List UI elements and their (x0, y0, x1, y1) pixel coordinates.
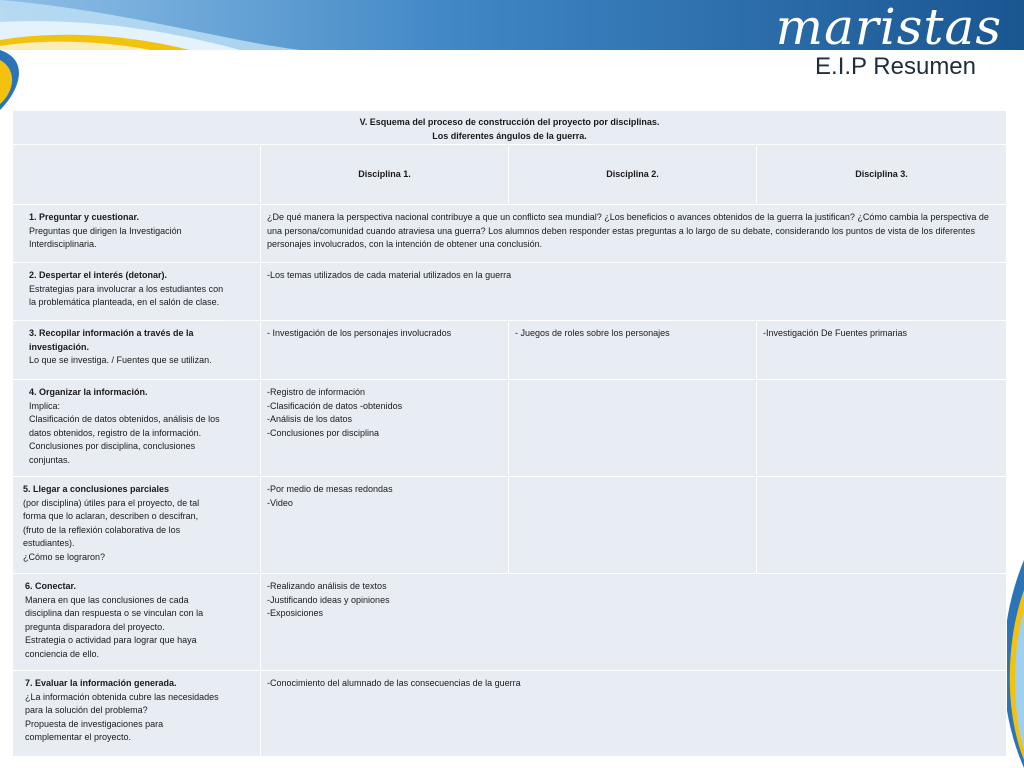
stage-description: ¿La información obtenida cubre las necesidades para la solución del problema? Propuesta de investigaciones para complementar el proyecto. (25, 691, 219, 742)
stage-cell (13, 321, 261, 380)
discipline-2-cell (509, 477, 757, 574)
table-row (13, 205, 1007, 263)
discipline-3-cell (757, 380, 1007, 477)
stage-title: 1. Preguntar y cuestionar. (29, 212, 140, 222)
stage-content: -Conocimiento del alumnado de las consecuencias de la guerra (261, 671, 1007, 757)
page-title: E.I.P Resumen (815, 53, 976, 80)
discipline-2-header: Disciplina 2. (509, 145, 757, 205)
discipline-3-header: Disciplina 3. (757, 145, 1007, 205)
table-heading (13, 111, 1007, 145)
table-heading-line2: Los diferentes ángulos de la guerra. (432, 130, 587, 141)
table-row (13, 321, 1007, 380)
project-plan-table (12, 110, 1007, 757)
stage-title: 3. Recopilar información a través de la investigación. (29, 328, 194, 352)
discipline-1-cell: - Investigación de los personajes involucrados (261, 321, 509, 380)
stage-description: Manera en que las conclusiones de cada disciplina dan respuesta o se vinculan con la pregunta disparadora del proyecto. Estrategia o actividad para lograr que haya conciencia de ello. (25, 594, 204, 659)
stage-description: Estrategias para involucrar a los estudiantes con la problemática planteada, en el salón de clase. (29, 283, 224, 307)
discipline-2-cell: - Juegos de roles sobre los personajes (509, 321, 757, 380)
stage-cell (13, 477, 261, 574)
stage-title: 2. Despertar el interés (detonar). (29, 270, 168, 280)
stage-title: 7. Evaluar la información generada. (25, 678, 177, 688)
discipline-1-header: Disciplina 1. (261, 145, 509, 205)
table-row (13, 263, 1007, 321)
stage-title: 5. Llegar a conclusiones parciales (23, 484, 170, 494)
table-row (13, 671, 1007, 757)
table-row (13, 574, 1007, 671)
stage-content: ¿De qué manera la perspectiva nacional contribuye a que un conflicto sea mundial? ¿Los beneficios o avances obtenidos de la guerra la justifican? ¿Cómo cambia la perspectiva de una persona/comunidad cuando atraviesa una guerra? Los alumnos deben responder estas preguntas a lo largo de su debate, considerando los puntos de vista de los diferentes personajes involucrados, con la intención de obtener una conclusión. (261, 205, 1007, 263)
project-table-container (12, 110, 1006, 755)
discipline-1-cell: -Registro de información -Clasificación de datos -obtenidos -Análisis de los datos -Conclusiones por disciplina (261, 380, 509, 477)
discipline-2-cell (509, 380, 757, 477)
stage-content: -Realizando análisis de textos -Justificando ideas y opiniones -Exposiciones (261, 574, 1007, 671)
stage-cell (13, 263, 261, 321)
table-row (13, 380, 1007, 477)
maristas-logo: maristas (775, 0, 1002, 56)
empty-corner-cell (13, 145, 261, 205)
disciplines-row (13, 145, 1007, 205)
stage-cell (13, 205, 261, 263)
table-heading-row (13, 111, 1007, 145)
stage-content: -Los temas utilizados de cada material utilizados en la guerra (261, 263, 1007, 321)
stage-cell (13, 574, 261, 671)
stage-title: 6. Conectar. (25, 581, 77, 591)
table-heading-line1: V. Esquema del proceso de construcción del proyecto por disciplinas. (359, 117, 660, 127)
table-row (13, 477, 1007, 574)
discipline-1-cell: -Por medio de mesas redondas -Video (261, 477, 509, 574)
stage-title: 4. Organizar la información. (29, 387, 148, 397)
stage-description: (por disciplina) útiles para el proyecto, de tal forma que lo aclaran, describen o descifran, (fruto de la reflexión colaborativa de los estudiantes). ¿Cómo se lograron? (23, 497, 200, 562)
discipline-3-cell: -Investigación De Fuentes primarias (757, 321, 1007, 380)
stage-description: Preguntas que dirigen la Investigación Interdisciplinaria. (29, 225, 182, 249)
stage-cell (13, 380, 261, 477)
discipline-3-cell (757, 477, 1007, 574)
stage-description: Lo que se investiga. / Fuentes que se utilizan. (29, 355, 212, 365)
stage-cell (13, 671, 261, 757)
stage-description: Implica: Clasificación de datos obtenidos, análisis de los datos obtenidos, registro de la información. Conclusiones por disciplina, conclusiones conjuntas. (29, 400, 220, 465)
